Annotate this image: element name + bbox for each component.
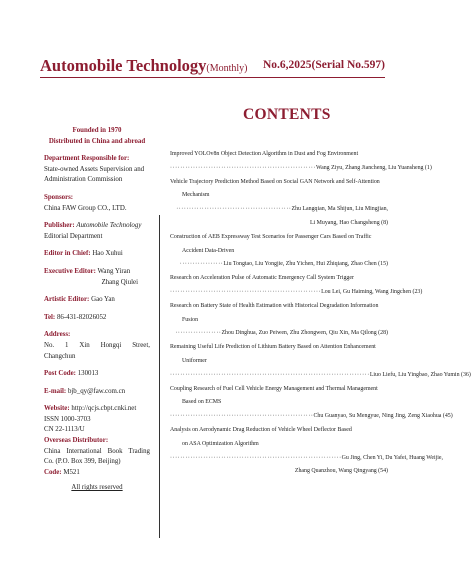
address-block: [44, 330, 150, 362]
authors: Zhou Dinghua, Zuo Peiwen, Zhu Zhongwen, Qiu Xin, Ma Qilong (28): [221, 330, 388, 337]
executive-label: Executive Editor:: [44, 267, 96, 275]
authors: Liuo Liefu, Liu Yingbao, Zhao Yumin (36): [369, 371, 471, 378]
authors: Gu Jing, Chen Yi, Du Yafei, Huang Weijie,: [341, 454, 443, 461]
toc-entry-6-title[interactable]: Remaining Useful Life Prediction of Lithium Battery Based on Attention Enhancement: [170, 344, 376, 351]
toc-entry-8-authors-cont: Zhang Quanzhou, Wang Qingyang (54): [294, 468, 388, 475]
distributor-label: Overseas Distributor:: [44, 437, 109, 445]
masthead: [40, 56, 385, 76]
department-block: [44, 154, 150, 186]
tel-block: [44, 313, 150, 324]
distributor-line2: Co. (P.O. Box 399, Beijing): [44, 458, 121, 466]
toc-entry-7-authors: [170, 410, 453, 424]
toc-entry-3-title[interactable]: Construction of AEB Expressway Test Scenarios for Passenger Cars Based on Traffic: [170, 233, 372, 240]
postcode-value: 130013: [77, 370, 99, 378]
toc-entry-3-authors: [170, 258, 388, 272]
authors: Liu Tongtao, Liu Yongjie, Zhu Yichen, Hui Zhiqiang, Zhao Chen (15): [223, 261, 388, 268]
authors: Zhu Langqian, Ma Shijun, Liu Mingjian,: [291, 206, 388, 213]
column-divider: [159, 215, 160, 538]
leader-dots: ·················: [179, 261, 224, 268]
publisher-label: Publisher:: [44, 222, 75, 230]
address-line2: Changchun: [44, 352, 76, 360]
chief-block: [44, 249, 150, 260]
masthead-info: [44, 126, 150, 494]
toc-entry-8-title-cont[interactable]: on ASA Optimization Algorithm: [182, 440, 259, 447]
executive-line2: Zhang Qiulei: [101, 278, 138, 286]
toc-entry-5-title[interactable]: Research on Battery State of Health Estimation with Historical Degradation Information: [170, 302, 379, 309]
website-label: Website:: [44, 405, 70, 413]
toc-entry-4-authors: [170, 286, 423, 300]
tel-label: Tel:: [44, 313, 56, 321]
toc-entry-3-title-cont[interactable]: Accident Data-Driven: [182, 247, 235, 254]
leader-dots: ··············································································: [170, 371, 370, 378]
toc-entry-5-authors: [170, 327, 388, 341]
toc-entry-7-title[interactable]: Coupling Research of Fuel Cell Vehicle Energy Management and Thermal Management: [170, 385, 378, 392]
publisher-name: Automobile Technology: [76, 222, 142, 230]
masthead-rule: [40, 77, 385, 78]
email-block: [44, 387, 150, 398]
sponsors-value: China FAW Group CO., LTD.: [44, 204, 127, 212]
artistic-label: Artistic Editor:: [44, 296, 90, 304]
publisher-block: [44, 221, 150, 242]
tel-value: 86-431-82026052: [56, 313, 107, 321]
website-block: [44, 404, 150, 478]
department-line1: State-owned Assets Supervision and: [44, 165, 145, 173]
website-value: http://qcjs.cbpt.cnki.net: [71, 405, 137, 413]
leader-dots: ···································································: [170, 454, 342, 461]
leader-dots: ·············································: [176, 206, 292, 213]
code-value: M521: [63, 468, 80, 476]
toc-entry-7-title-cont[interactable]: Based on ECMS: [182, 399, 222, 406]
chief-value: Hao Xuhui: [92, 250, 123, 258]
contents-heading: CONTENTS: [243, 106, 331, 123]
postcode-label: Post Code:: [44, 370, 76, 378]
authors: Chu Guanyao, Su Mengyue, Ning Jing, Zeng Xiaohua (45): [313, 413, 453, 420]
toc-entry-2-title-cont[interactable]: Mechanism: [182, 192, 210, 199]
toc-entry-6-title-cont[interactable]: Uniformer: [182, 357, 207, 364]
distributor-line1: China International Book Trading: [44, 447, 150, 455]
toc-entry-1-authors: [170, 162, 432, 176]
toc-entry-6-authors: [170, 369, 471, 383]
artistic-value: Gao Yan: [91, 296, 115, 304]
artistic-block: [44, 295, 150, 306]
toc-entry-2-authors: [170, 203, 388, 217]
executive-line1: Wang Yiran: [97, 267, 131, 275]
code-label: Code:: [44, 468, 62, 476]
email-value: bjb_qy@faw.com.cn: [67, 387, 126, 395]
founded: Founded in 1970: [72, 127, 122, 134]
authors: Wang Ziyu, Zhang Jiancheng, Liu Yuansheng (1): [316, 164, 432, 171]
table-of-contents: [170, 148, 471, 479]
toc-entry-2-authors-cont: Li Muyang, Hao Changsheng (8): [309, 219, 388, 226]
department-label: Department Responsible for:: [44, 155, 130, 163]
address-label: Address:: [44, 331, 71, 339]
chief-label: Editor in Chief:: [44, 250, 91, 258]
cn-number: CN 22-1113/U: [44, 426, 85, 434]
journal-title: [40, 56, 248, 76]
issue-number: No.6,2025(Serial No.597): [262, 59, 385, 71]
sponsors-label: Sponsors:: [44, 193, 74, 201]
department-line2: Administration Commission: [44, 176, 123, 184]
toc-entry-8-title[interactable]: Analysis on Aerodynamic Drag Reduction of Vehicle Wheel Deflector Based: [170, 426, 352, 433]
email-label: E-mail:: [44, 387, 67, 395]
toc-entry-8-authors: [170, 452, 443, 466]
authors: Lou Lei, Gu Haiming, Wang Jingchen (23): [321, 288, 423, 295]
toc-entry-2-title[interactable]: Vehicle Trajectory Prediction Method Based on Social GAN Network and Self-Attention: [170, 178, 380, 185]
leader-dots: ························································: [170, 413, 314, 420]
rights-notice: All rights reserved: [71, 484, 123, 492]
toc-entry-5-title-cont[interactable]: Fusion: [182, 316, 199, 323]
toc-entry-4-title[interactable]: Research on Acceleration Pulse of Automatic Emergency Call System Trigger: [170, 275, 354, 282]
toc-entry-1-title[interactable]: Improved YOLOv8n Object Detection Algorithm in Dust and Fog Environment: [170, 151, 359, 157]
postcode-block: [44, 369, 150, 380]
publisher-line2: Editorial Department: [44, 232, 103, 240]
issn: ISSN 1000-3703: [44, 415, 91, 423]
journal-name: Automobile Technology: [40, 56, 207, 75]
leader-dots: ·························································: [170, 164, 317, 171]
leader-dots: ···························································: [170, 288, 322, 295]
distributed: Distributed in China and abroad: [48, 137, 146, 145]
frequency: (Monthly): [206, 63, 248, 74]
sponsors-block: [44, 193, 150, 214]
executive-block: [44, 267, 150, 288]
address-line1: No. 1 Xin Hongqi Street,: [44, 341, 150, 349]
leader-dots: ··················: [175, 330, 222, 337]
